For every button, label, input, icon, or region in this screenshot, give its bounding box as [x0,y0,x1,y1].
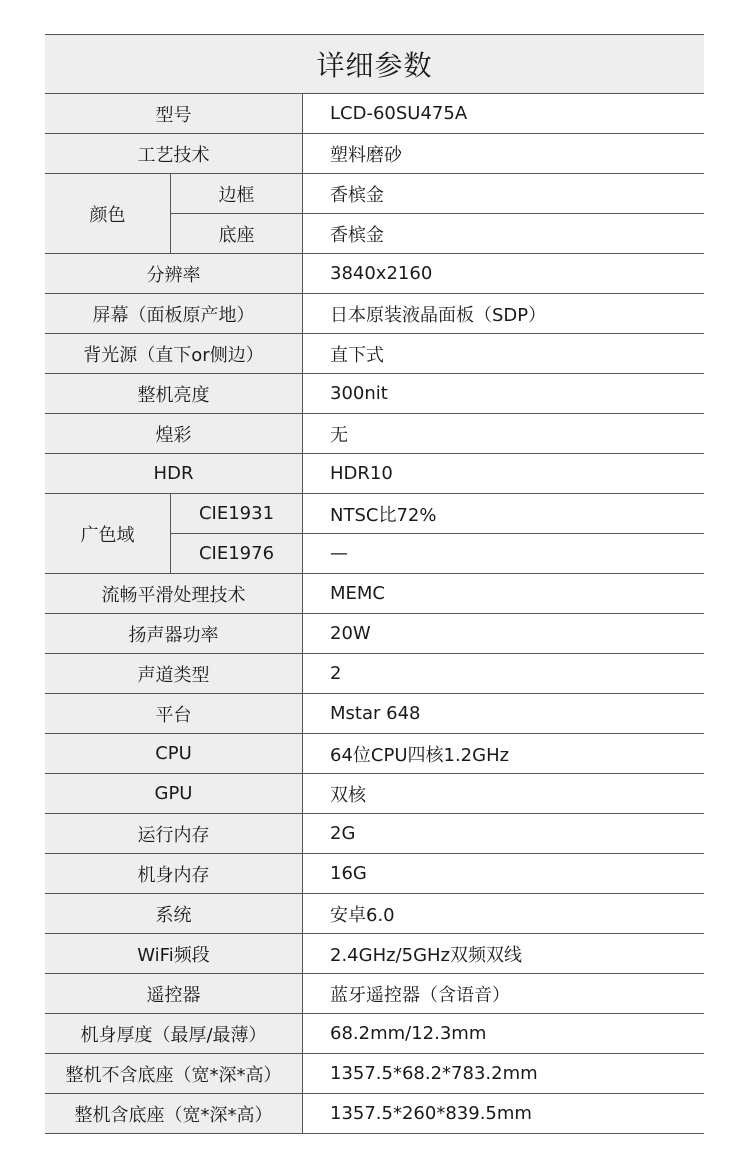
group-label: 广色域 [45,494,171,573]
row-value: 1357.5*260*839.5mm [330,1103,532,1124]
row-label: 整机不含底座（宽*深*高） [45,1054,303,1093]
row-label: 屏幕（面板原产地） [45,294,303,333]
sub-row [171,533,704,573]
table-row [45,134,704,174]
row-value: LCD-60SU475A [330,103,468,124]
sub-label: CIE1976 [171,534,303,573]
table-row [45,94,704,134]
row-label: 流畅平滑处理技术 [45,574,303,613]
row-value: 无 [330,424,348,446]
row-value: 16G [330,863,367,884]
row-value: 香槟金 [330,224,384,246]
spec-table [45,34,704,1134]
row-value: 日本原装液晶面板（SDP） [330,304,547,326]
row-label: 分辨率 [45,254,303,293]
row-label: 煌彩 [45,414,303,453]
group-label: 颜色 [45,174,171,253]
table-row-group [45,494,704,574]
row-label: 整机含底座（宽*深*高） [45,1094,303,1133]
row-value: Mstar 648 [330,703,421,724]
row-label: 系统 [45,894,303,933]
row-label: 型号 [45,94,303,133]
row-label: HDR [45,454,303,493]
table-row [45,854,704,894]
table-row [45,334,704,374]
row-label: 声道类型 [45,654,303,693]
table-row [45,814,704,854]
row-value: 20W [330,623,371,644]
row-value: 2.4GHz/5GHz双频双线 [330,944,523,966]
table-row [45,974,704,1014]
row-value: 蓝牙遥控器（含语音） [330,984,510,1006]
table-row-group [45,174,704,254]
row-value: 双核 [330,784,366,806]
sub-row [171,494,704,533]
table-row [45,454,704,494]
row-label: 背光源（直下or侧边） [45,334,303,373]
row-value: 2G [330,823,356,844]
row-label: WiFi频段 [45,934,303,973]
table-row [45,294,704,334]
row-label: 扬声器功率 [45,614,303,653]
sub-label: 边框 [171,174,303,213]
table-row [45,654,704,694]
row-value: 香槟金 [330,184,384,206]
table-row [45,374,704,414]
row-value: 安卓6.0 [330,904,395,926]
row-label: 遥控器 [45,974,303,1013]
row-label: 平台 [45,694,303,733]
row-label: 机身厚度（最厚/最薄） [45,1014,303,1053]
row-value: 68.2mm/12.3mm [330,1023,487,1044]
row-value: 1357.5*68.2*783.2mm [330,1063,538,1084]
table-row [45,574,704,614]
sub-label: 底座 [171,214,303,253]
table-row [45,614,704,654]
row-value: — [330,543,348,564]
row-value: 64位CPU四核1.2GHz [330,744,510,766]
table-row [45,934,704,974]
sub-label: CIE1931 [171,494,303,533]
table-row [45,414,704,454]
row-value: 300nit [330,383,388,404]
table-row [45,254,704,294]
table-row [45,1014,704,1054]
row-value: NTSC比72% [330,504,437,526]
row-value: HDR10 [330,463,393,484]
row-value: 直下式 [330,344,384,366]
row-label: CPU [45,734,303,773]
row-label: 运行内存 [45,814,303,853]
table-row [45,1094,704,1134]
row-value: 3840x2160 [330,263,433,284]
row-value: 塑料磨砂 [330,144,402,166]
row-label: 整机亮度 [45,374,303,413]
sub-row [171,174,704,213]
table-row [45,774,704,814]
row-label: GPU [45,774,303,813]
row-label: 工艺技术 [45,134,303,173]
row-label: 机身内存 [45,854,303,893]
table-row [45,694,704,734]
table-row [45,734,704,774]
table-title: 详细参数 [45,34,704,94]
row-value: 2 [330,663,342,684]
sub-row [171,213,704,253]
row-value: MEMC [330,583,386,604]
table-row [45,1054,704,1094]
table-row [45,894,704,934]
